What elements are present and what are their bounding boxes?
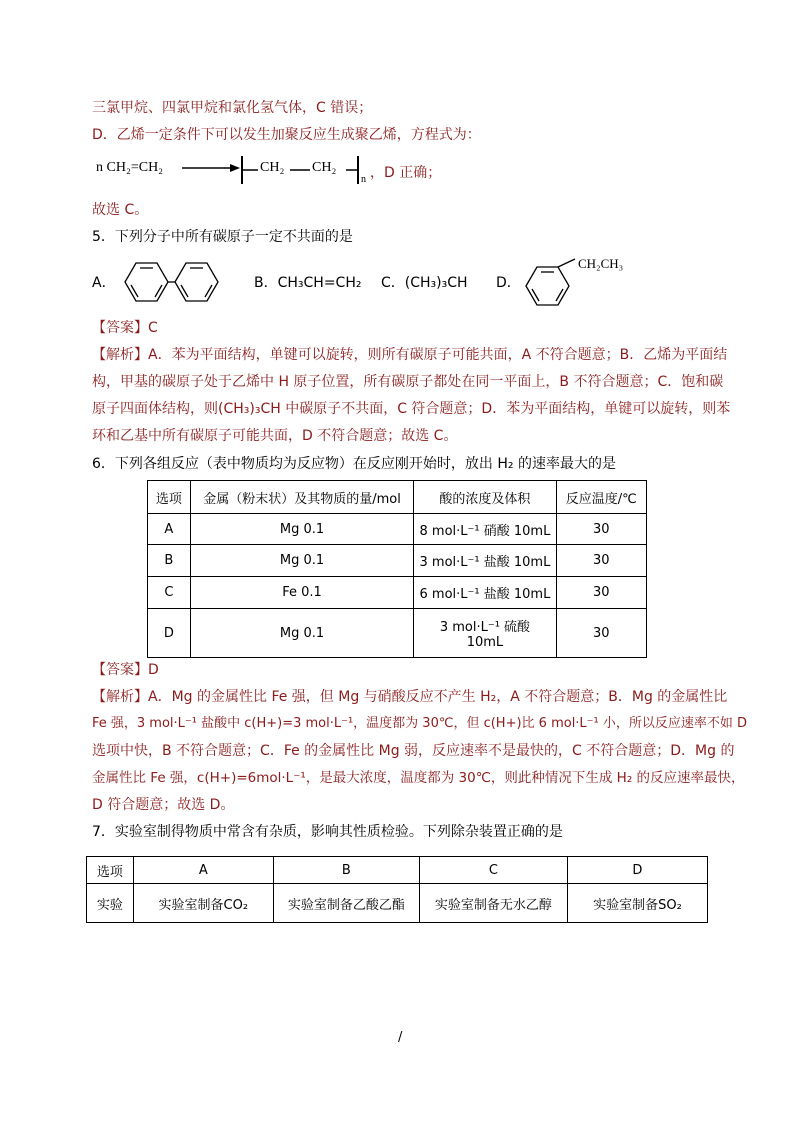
table-row bbox=[148, 577, 647, 609]
table-cell: 3 mol·L⁻¹ 硫酸 10mL bbox=[414, 609, 556, 658]
explanation-line: 金属性比 Fe 强，c(H+)=6mol·L⁻¹，是最大浓度，温度都为 30℃，则此种情况下生成 H₂ 的反应速率最快， bbox=[92, 770, 745, 786]
text-line: D．乙烯一定条件下可以发生加聚反应生成聚乙烯，方程式为： bbox=[92, 127, 481, 143]
table-header-row bbox=[148, 481, 647, 514]
table-row bbox=[148, 514, 647, 545]
answer: 【答案】D bbox=[92, 662, 159, 678]
ethyl-label: CH₂CH₃ bbox=[578, 256, 624, 271]
question-stem: 6．下列各组反应（表中物质均为反应物）在反应刚开始时，放出 H₂ 的速率最大的是 bbox=[92, 456, 616, 472]
eq-note: ，D 正确； bbox=[370, 165, 442, 181]
table-cell: A bbox=[148, 514, 191, 545]
table-cell: 3 mol·L⁻¹ 盐酸 10mL bbox=[414, 545, 556, 577]
explanation-line: 原子四面体结构，则(CH₃)₃CH 中碳原子不共面，C 符合题意；D．苯为平面结构，单键可以旋转，则苯 bbox=[92, 401, 731, 417]
explanation-line: Fe 强，3 mol·L⁻¹ 盐酸中 c(H+)=3 mol·L⁻¹，温度都为 30℃，但 c(H+)比 6 mol·L⁻¹ 小，所以反应速率不如 D bbox=[92, 716, 748, 731]
table-cell: 实验室制备CO₂ bbox=[133, 884, 273, 923]
table-cell: 实验室制备SO₂ bbox=[567, 884, 707, 923]
table-row bbox=[148, 545, 647, 577]
table-cell: Mg 0.1 bbox=[190, 514, 414, 545]
eq-n: n bbox=[361, 174, 366, 185]
table-cell-extra: 10mL bbox=[466, 635, 504, 650]
explanation-tag: 【解析】 bbox=[92, 689, 148, 705]
table-cell: 6 mol·L⁻¹ 盐酸 10mL bbox=[414, 577, 556, 609]
table-header: 金属（粉末状）及其物质的量/mol bbox=[190, 481, 414, 514]
table-cell: 实验室制备乙酸乙酯 bbox=[273, 884, 419, 923]
table-cell: B bbox=[148, 545, 191, 577]
eq-reactant: n CH₂=CH₂ bbox=[96, 160, 164, 175]
table-cell: 实验室制备无水乙醇 bbox=[419, 884, 567, 923]
table-header: C bbox=[419, 857, 567, 884]
table-cell: 8 mol·L⁻¹ 硝酸 10mL bbox=[414, 514, 556, 545]
q6-table bbox=[147, 480, 647, 658]
explanation-tag: 【解析】 bbox=[92, 347, 148, 363]
text-line: 三氯甲烷、四氯甲烷和氯化氢气体，C 错误； bbox=[92, 100, 373, 116]
table-cell: Mg 0.1 bbox=[190, 545, 414, 577]
table-cell: 30 bbox=[556, 577, 646, 609]
table-header: D bbox=[567, 857, 707, 884]
table-row bbox=[87, 884, 708, 923]
table-header: 选项 bbox=[87, 857, 134, 884]
explanation-line: 选项中快，B 不符合题意；C．Fe 的金属性比 Mg 弱，反应速率不是最快的，C 不符合题意；D．Mg 的 bbox=[92, 743, 735, 759]
explanation-line: 【解析】A．Mg 的金属性比 Fe 强，但 Mg 与硝酸反应不产生 H₂，A 不符合题意；B．Mg 的金属性比 bbox=[92, 689, 728, 705]
table-cell: 30 bbox=[556, 545, 646, 577]
option-a-label: A． bbox=[92, 275, 116, 291]
table-cell: 实验 bbox=[87, 884, 134, 923]
explanation-line: 环和乙基中所有碳原子可能共面，D 不符合题意；故选 C。 bbox=[92, 428, 458, 444]
question-stem: 5．下列分子中所有碳原子一定不共面的是 bbox=[92, 229, 353, 245]
explanation-line: 构，甲基的碳原子处于乙烯中 H 原子位置，所有碳原子都处在同一平面上，B 不符合题意；C．饱和碳 bbox=[92, 374, 724, 390]
table-cell: 30 bbox=[556, 514, 646, 545]
table-cell: Mg 0.1 bbox=[190, 609, 414, 658]
option-b: B．CH₃CH=CH₂ bbox=[254, 275, 362, 291]
eq-group: CH₂ bbox=[260, 160, 285, 175]
text-line: 故选 C。 bbox=[92, 202, 149, 218]
question-stem: 7．实验室制得物质中常含有杂质，影响其性质检验。下列除杂装置正确的是 bbox=[92, 824, 563, 840]
table-header: 反应温度/℃ bbox=[556, 481, 646, 514]
table-header: B bbox=[273, 857, 419, 884]
table-cell: 30 bbox=[556, 609, 646, 658]
q7-table bbox=[86, 856, 708, 923]
page-number: / bbox=[398, 1030, 403, 1045]
answer: 【答案】C bbox=[92, 320, 158, 336]
table-header: A bbox=[133, 857, 273, 884]
explanation-line: D 符合题意；故选 D。 bbox=[92, 797, 235, 813]
option-d-label: D． bbox=[496, 275, 521, 291]
table-cell: C bbox=[148, 577, 191, 609]
table-row bbox=[148, 609, 647, 658]
table-cell: D bbox=[148, 609, 191, 658]
eq-group: CH₂ bbox=[312, 160, 337, 175]
biphenyl-structure bbox=[115, 257, 225, 307]
table-cell: Fe 0.1 bbox=[190, 577, 414, 609]
table-header: 选项 bbox=[148, 481, 191, 514]
table-header-row bbox=[87, 857, 708, 884]
equation bbox=[92, 150, 452, 190]
option-c: C．(CH₃)₃CH bbox=[381, 275, 468, 291]
explanation-line: 【解析】A．苯为平面结构，单键可以旋转，则所有碳原子可能共面，A 不符合题意；B．乙烯为平面结 bbox=[92, 347, 728, 363]
table-header: 酸的浓度及体积 bbox=[414, 481, 556, 514]
